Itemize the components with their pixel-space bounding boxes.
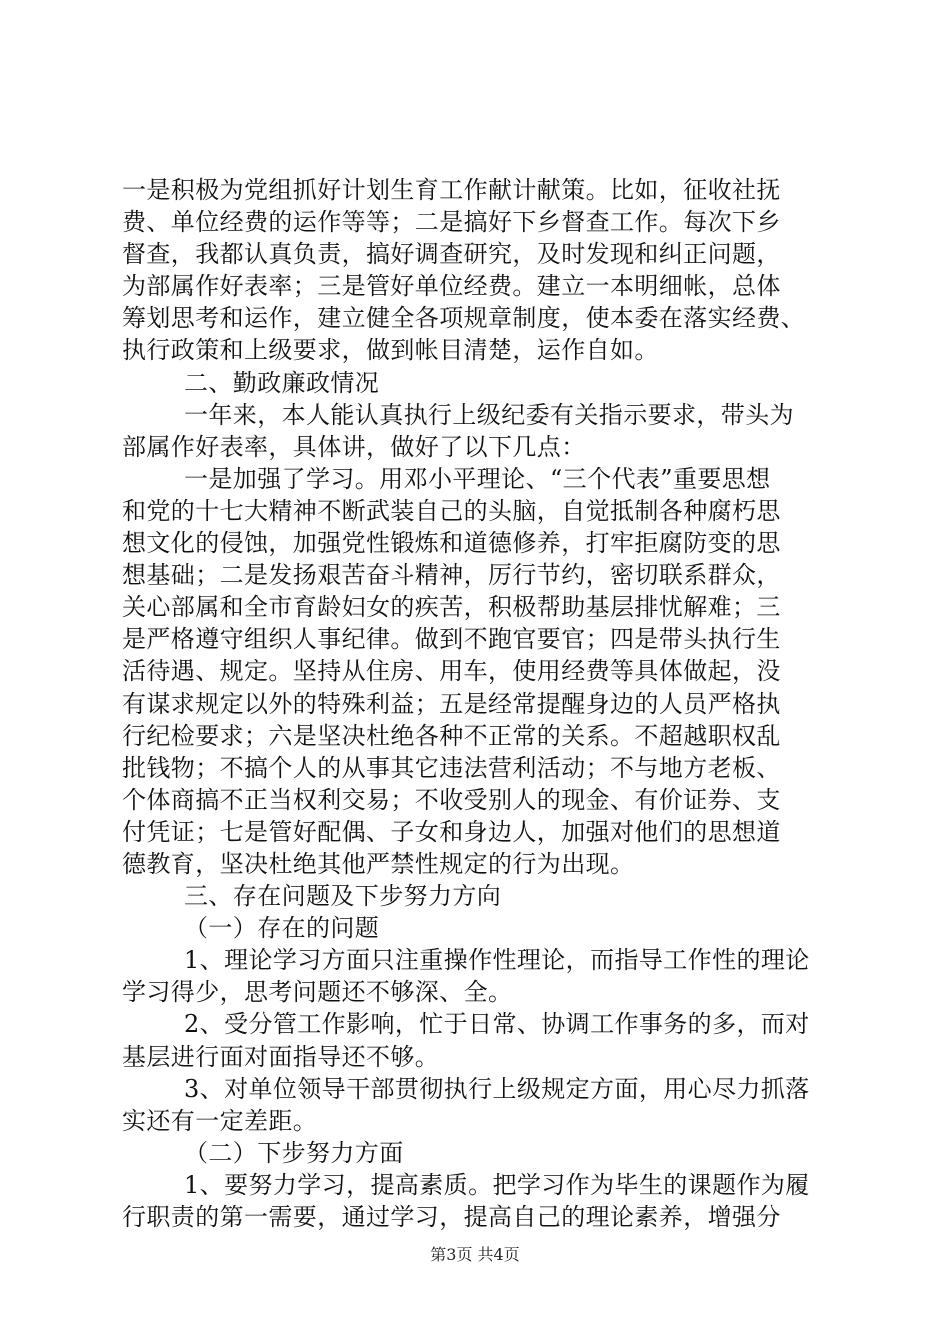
text-line: 行职责的第一需要，通过学习，提高自己的理论素养，增强分 [122,1203,781,1231]
text-line: 和党的十七大精神不断武装自己的头脑，自觉抵制各种腐朽思 [122,496,781,525]
section-heading: 二、勤政廉政情况 [184,368,380,397]
text-line: 付凭证；七是管好配偶、子女和身边人，加强对他们的思想道 [122,817,781,846]
page-number-label: 第3页 共4页 [430,1245,520,1264]
text-line: 一年来，本人能认真执行上级纪委有关指示要求，带头为 [184,400,794,429]
text-line: 批钱物；不搞个人的从事其它违法营利活动；不与地方老板、 [122,753,781,782]
section-heading: 三、存在问题及下步努力方向 [184,882,502,911]
text-line: 关心部属和全市育龄妇女的疾苦，积极帮助基层排忧解难；三 [122,593,781,622]
subsection-heading: （一）存在的问题 [184,914,380,943]
text-line: 想基础；二是发扬艰苦奋斗精神，厉行节约，密切联系群众， [122,561,781,590]
page-footer [0,1245,950,1265]
text-line: 个体商搞不正当权利交易；不收受别人的现金、有价证券、支 [122,785,781,814]
text-line: 想文化的侵蚀，加强党性锻炼和道德修养，打牢拒腐防变的思 [122,529,781,558]
text-line: 行纪检要求；六是坚决杜绝各种不正常的关系。不超越职权乱 [122,721,781,750]
text-line: 一是加强了学习。用邓小平理论、“三个代表”重要思想 [184,464,771,493]
text-line: 1、理论学习方面只注重操作性理论，而指导工作性的理论 [184,946,810,975]
text-line: 是严格遵守组织人事纪律。做到不跑官要官；四是带头执行生 [122,625,781,654]
text-line: 学习得少，思考问题还不够深、全。 [122,978,513,1007]
text-line: 督查，我都认真负责，搞好调查研究，及时发现和纠正问题， [122,240,781,269]
text-line: 费、单位经费的运作等等；二是搞好下乡督查工作。每次下乡 [122,208,781,237]
text-line: 1、要努力学习，提高素质。把学习作为毕生的课题作为履 [184,1170,810,1199]
subsection-heading: （二）下步努力方面 [184,1138,404,1167]
text-line: 基层进行面对面指导还不够。 [122,1042,440,1071]
text-line: 有谋求规定以外的特殊利益；五是经常提醒身边的人员严格执 [122,689,781,718]
text-line: 活待遇、规定。坚持从住房、用车，使用经费等具体做起，没 [122,657,781,686]
text-line: 德教育，坚决杜绝其他严禁性规定的行为出现。 [122,849,635,878]
text-line: 部属作好表率，具体讲，做好了以下几点： [122,432,586,461]
text-line: 筹划思考和运作，建立健全各项规章制度，使本委在落实经费、 [122,304,806,333]
text-line: 一是积极为党组抓好计划生育工作献计献策。比如，征收社抚 [122,176,781,204]
text-line: 执行政策和上级要求，做到帐目清楚，运作自如。 [122,336,659,365]
text-line: 2、受分管工作影响，忙于日常、协调工作事务的多，而对 [184,1010,810,1039]
text-line: 3、对单位领导干部贯彻执行上级规定方面，用心尽力抓落 [184,1074,810,1103]
document-body [122,174,832,1233]
text-line: 为部属作好表率；三是管好单位经费。建立一本明细帐，总体 [122,272,781,301]
text-line: 实还有一定差距。 [122,1106,318,1135]
